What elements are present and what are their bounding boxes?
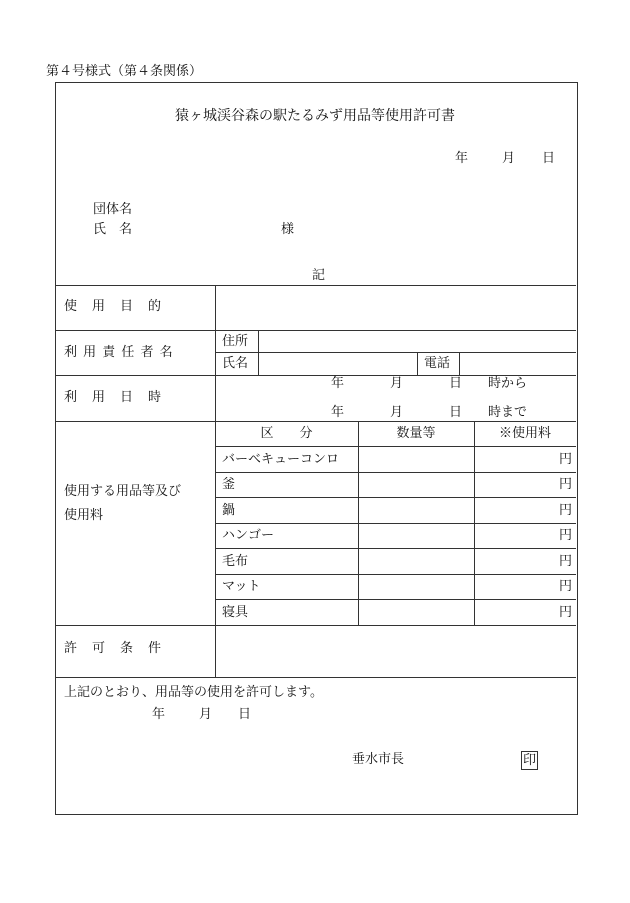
item-fee-yen: 円 (558, 554, 572, 569)
row-divider (215, 523, 576, 524)
items-column-divider (474, 421, 475, 625)
until-day-label: 日 (449, 405, 463, 420)
row-divider (215, 574, 576, 575)
item-bedding: 寝具 (222, 605, 249, 620)
items-fee-label-line1: 使用する用品等及び (64, 484, 182, 499)
item-hangou: ハンゴー (222, 528, 275, 543)
row-divider (55, 330, 576, 331)
footer-month-label: 月 (199, 707, 213, 722)
mayor-title: 垂水市長 (352, 752, 405, 767)
row-divider (55, 285, 576, 286)
item-kama: 釜 (222, 477, 236, 492)
items-fee-label-line2: 使用料 (64, 508, 104, 523)
item-nabe: 鍋 (222, 503, 236, 518)
date-month-label: 月 (502, 151, 516, 166)
permit-statement: 上記のとおり、用品等の使用を許可します。 (64, 685, 323, 700)
until-year-label: 年 (331, 405, 345, 420)
row-divider (55, 677, 576, 678)
row-divider (215, 548, 576, 549)
date-year-label: 年 (455, 151, 469, 166)
purpose-label: 使 用 目 的 (64, 299, 163, 314)
date-day-label: 日 (542, 151, 556, 166)
until-time-label: 時まで (488, 405, 528, 420)
applicant-name-label: 氏 名 (93, 222, 133, 237)
from-month-label: 月 (390, 376, 404, 391)
row-divider (215, 497, 576, 498)
row-divider (215, 599, 576, 600)
row-divider (215, 352, 576, 353)
group-name-label: 団体名 (93, 202, 133, 217)
phone-value-divider (459, 352, 460, 375)
item-fee-yen: 円 (558, 503, 572, 518)
from-time-label: 時から (488, 376, 528, 391)
from-year-label: 年 (331, 376, 345, 391)
from-day-label: 日 (449, 376, 463, 391)
form-frame (55, 82, 578, 815)
permit-conditions-label: 許 可 条 件 (64, 641, 163, 656)
item-fee-yen: 円 (558, 452, 572, 467)
item-fee-yen: 円 (558, 605, 572, 620)
item-blanket: 毛布 (222, 554, 249, 569)
footer-year-label: 年 (152, 707, 166, 722)
address-label-divider (258, 330, 259, 375)
item-fee-yen: 円 (558, 528, 572, 543)
row-divider (215, 446, 576, 447)
address-label: 住所 (222, 334, 249, 349)
row-divider (55, 625, 576, 626)
until-month-label: 月 (390, 405, 404, 420)
item-bbq-grill: バーベキューコンロ (222, 452, 340, 467)
seal-mark: 印 (522, 753, 536, 768)
items-header-quantity: 数量等 (396, 426, 436, 441)
item-mat: マット (222, 579, 261, 594)
row-divider (215, 472, 576, 473)
items-header-category: 区 分 (260, 426, 313, 441)
honorific-sama: 様 (281, 222, 295, 237)
row-divider (55, 421, 576, 422)
phone-label-divider (417, 352, 418, 375)
responsible-person-label: 利 用 責 任 者 名 (64, 345, 174, 360)
document-title: 猿ヶ城渓谷森の駅たるみず用品等使用許可書 (175, 108, 455, 124)
items-header-fee: ※使用料 (498, 426, 551, 441)
ki-mark: 記 (312, 268, 326, 283)
items-column-divider (358, 421, 359, 625)
item-fee-yen: 円 (558, 579, 572, 594)
form-number: 第４号様式（第４条関係） (46, 64, 203, 79)
footer-day-label: 日 (238, 707, 252, 722)
name-label: 氏名 (222, 356, 249, 371)
usage-datetime-label: 利 用 日 時 (64, 390, 163, 405)
label-column-divider (215, 285, 216, 677)
item-fee-yen: 円 (558, 477, 572, 492)
phone-label: 電話 (424, 356, 451, 371)
